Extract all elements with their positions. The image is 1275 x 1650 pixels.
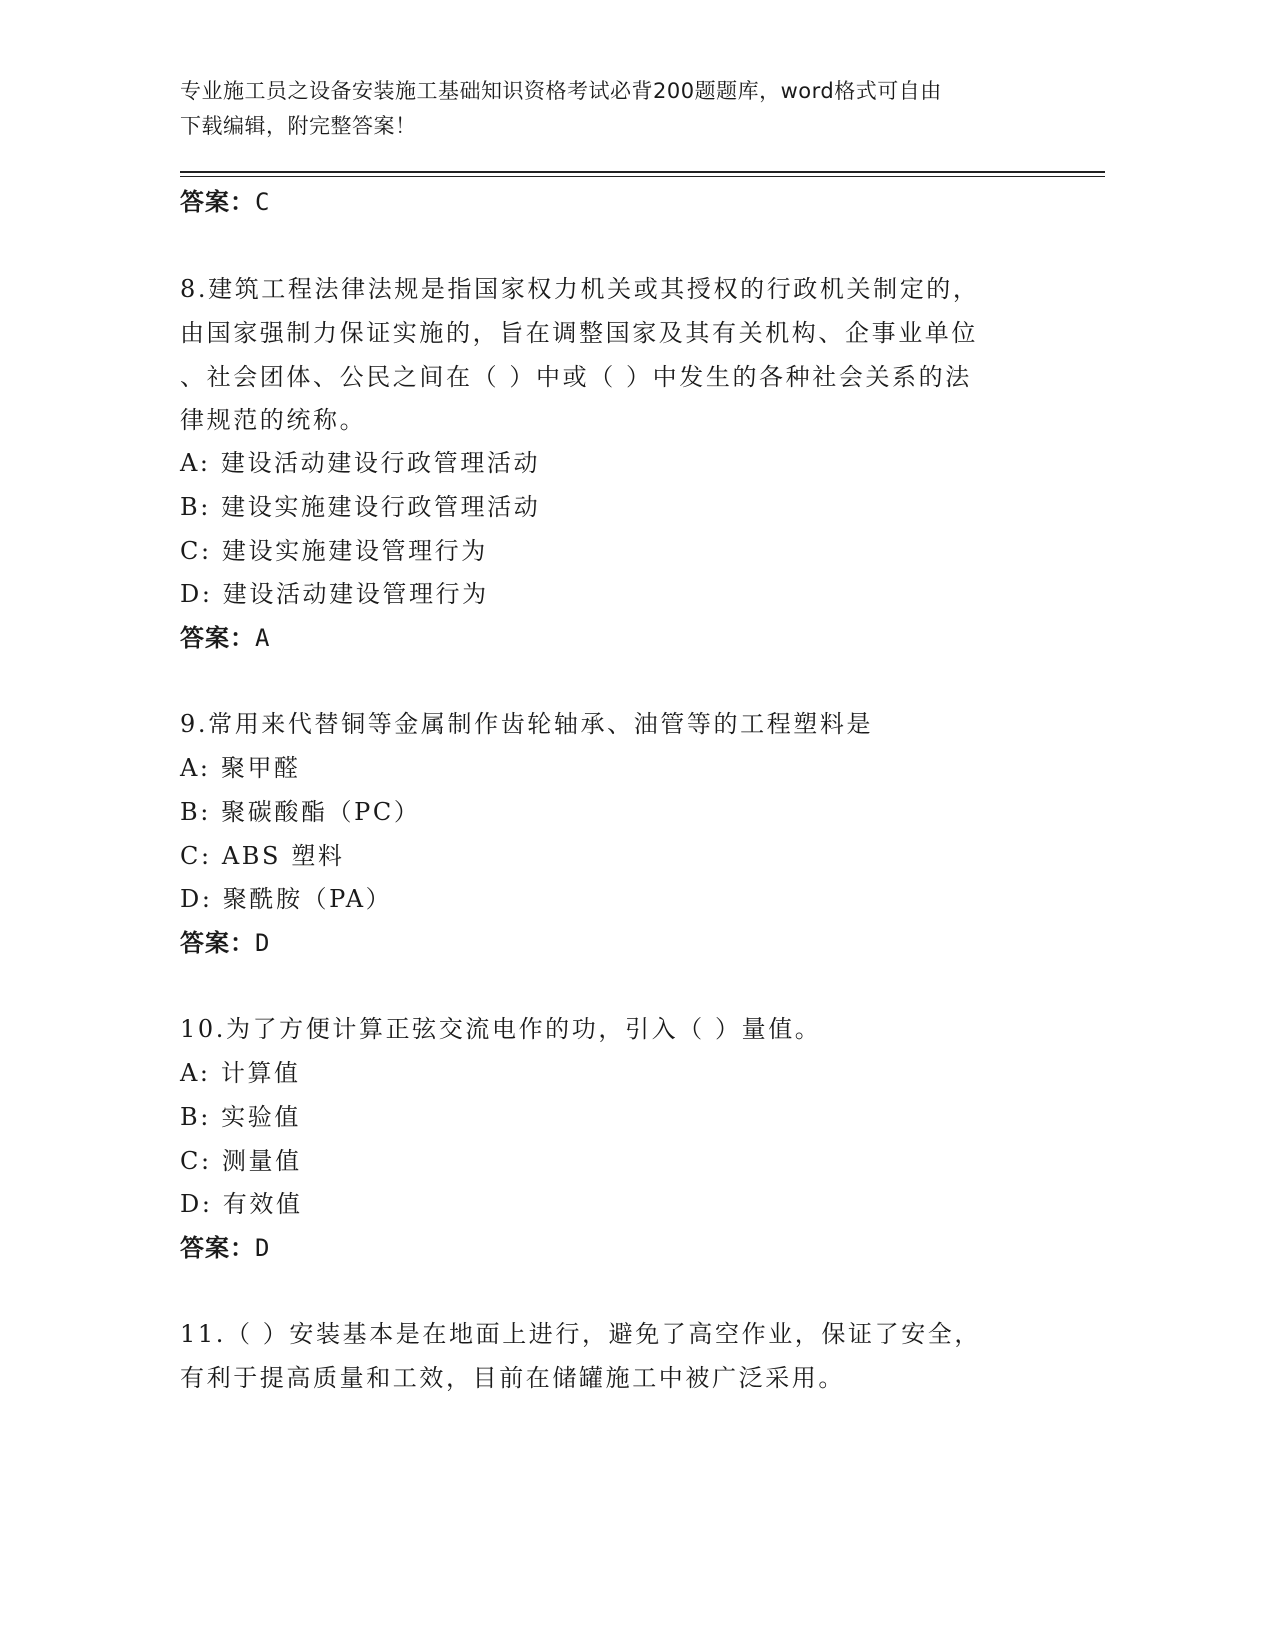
q10-option-d: D: 有效值 [180,1190,303,1218]
q10-text-line-1: 10.为了方便计算正弦交流电作的功，引入（ ）量值。 [180,1015,822,1043]
answer-label: 答案： [180,929,255,957]
header-divider [180,171,1105,173]
q8-text-line-2: 由国家强制力保证实施的，旨在调整国家及其有关机构、企事业单位 [180,319,978,347]
header-divider-thin [180,176,1105,177]
answer-value: D [255,929,271,957]
document-header [180,74,1040,144]
q8-text-line-3: 、社会团体、公民之间在（ ）中或（ ）中发生的各种社会关系的法 [180,363,972,391]
header-line-1: 专业施工员之设备安装施工基础知识资格考试必背200题题库，word格式可自由 [180,79,942,103]
q8-text-line-1: 8.建筑工程法律法规是指国家权力机关或其授权的行政机关制定的， [180,275,980,303]
q11-text-line-1: 11.（ ）安装基本是在地面上进行，避免了高空作业，保证了安全， [180,1320,981,1348]
answer-q9 [180,928,270,958]
q9-option-b: B: 聚碳酸酯（PC） [180,798,421,826]
q11-text-line-2: 有利于提高质量和工效，目前在储罐施工中被广泛采用。 [180,1364,845,1392]
q8-option-a: A: 建设活动建设行政管理活动 [180,449,541,477]
q9-option-c: C: ABS 塑料 [180,842,345,870]
answer-q8 [180,623,270,653]
q9-text-line-1: 9.常用来代替铜等金属制作齿轮轴承、油管等的工程塑料是 [180,710,874,738]
answer-label: 答案： [180,188,255,216]
q8-option-d: D: 建设活动建设管理行为 [180,580,489,608]
answer-label: 答案： [180,624,255,652]
q8-text-line-4: 律规范的统称。 [180,406,367,434]
answer-value: D [255,1234,271,1262]
q8-option-b: B: 建设实施建设行政管理活动 [180,493,541,521]
q10-option-c: C: 测量值 [180,1147,302,1175]
q9-option-a: A: 聚甲醛 [180,754,301,782]
answer-q7 [180,187,270,217]
q10-option-a: A: 计算值 [180,1059,301,1087]
q8-option-c: C: 建设实施建设管理行为 [180,537,488,565]
answer-value: C [255,188,271,216]
q9-option-d: D: 聚酰胺（PA） [180,885,393,913]
answer-label: 答案： [180,1234,255,1262]
answer-q10 [180,1233,270,1263]
q10-option-b: B: 实验值 [180,1103,301,1131]
header-line-2: 下载编辑，附完整答案！ [180,114,417,138]
answer-value: A [255,624,271,652]
